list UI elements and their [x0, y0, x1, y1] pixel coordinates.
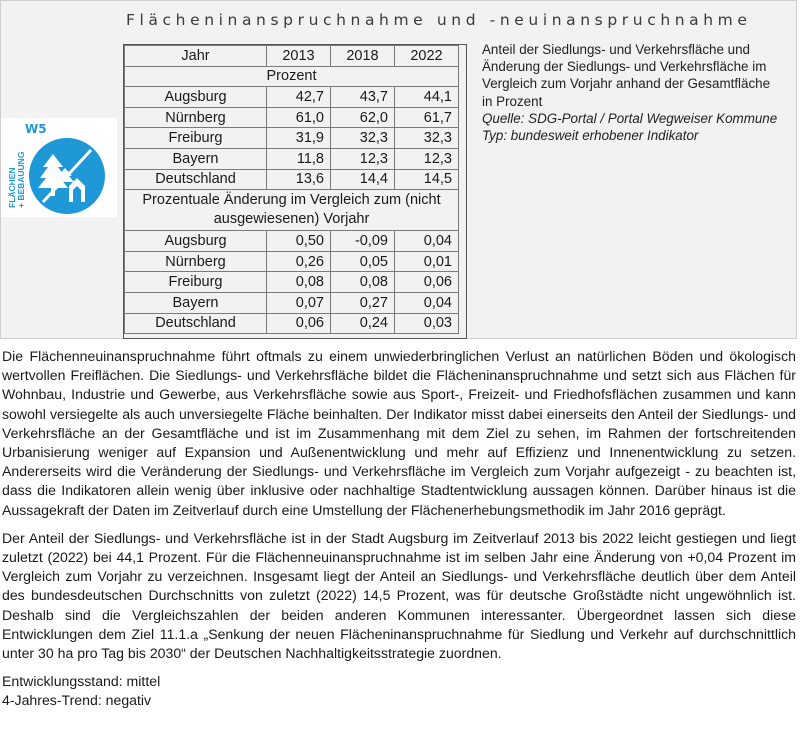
row-name: Deutschland — [125, 313, 267, 334]
row-name: Augsburg — [125, 87, 267, 108]
cell-value: 32,3 — [331, 128, 395, 149]
table-row — [125, 169, 459, 190]
cell-value: 0,06 — [395, 272, 459, 293]
cell-value: 0,04 — [395, 231, 459, 252]
cell-value: 62,0 — [331, 107, 395, 128]
table-row — [125, 107, 459, 128]
cell-value: 61,7 — [395, 107, 459, 128]
page-title: Flächeninanspruchnahme und -neuinanspruchnahme — [126, 11, 752, 29]
cell-value: 0,04 — [395, 292, 459, 313]
cell-value: 0,06 — [267, 313, 331, 334]
row-name: Nürnberg — [125, 107, 267, 128]
row-name: Deutschland — [125, 169, 267, 190]
indicator-panel — [0, 0, 797, 339]
section-label-prozent: Prozent — [125, 66, 459, 87]
cell-value: 32,3 — [395, 128, 459, 149]
cell-value: 13,6 — [267, 169, 331, 190]
cell-value: 0,50 — [267, 231, 331, 252]
cell-value: 12,3 — [395, 148, 459, 169]
indicator-category-label — [7, 133, 27, 209]
table-row — [125, 313, 459, 334]
cell-value: 14,5 — [395, 169, 459, 190]
svg-text:+ BEBAUUNG: + BEBAUUNG — [16, 151, 26, 208]
table-row — [125, 128, 459, 149]
row-name: Nürnberg — [125, 251, 267, 272]
table-row — [125, 251, 459, 272]
source-text: Quelle: SDG-Portal / Portal Wegweiser Kommune — [482, 110, 778, 126]
cell-value: 14,4 — [331, 169, 395, 190]
cell-value: 31,9 — [267, 128, 331, 149]
section-label-row — [125, 190, 459, 231]
cell-value: 0,08 — [267, 272, 331, 293]
section-label-line: Prozentuale Änderung im Vergleich zum (nicht — [142, 192, 441, 209]
table-row — [125, 272, 459, 293]
cell-value: 0,08 — [331, 272, 395, 293]
cell-value: 0,27 — [331, 292, 395, 313]
header-year: 2022 — [395, 46, 459, 67]
table-header-row — [125, 46, 459, 67]
cell-value: 42,7 — [267, 87, 331, 108]
cell-value: 43,7 — [331, 87, 395, 108]
header-jahr: Jahr — [125, 46, 267, 67]
cell-value: 44,1 — [395, 87, 459, 108]
table-row — [125, 87, 459, 108]
body-text — [2, 347, 796, 711]
row-name: Augsburg — [125, 231, 267, 252]
section-label-line: ausgewiesenen) Vorjahr — [213, 211, 370, 228]
cell-value: 0,03 — [395, 313, 459, 334]
type-text: Typ: bundesweit erhobener Indikator — [482, 128, 699, 144]
cell-value: 61,0 — [267, 107, 331, 128]
indicator-code: W5 — [25, 122, 47, 136]
development-status: Entwicklungsstand: mittel — [2, 673, 161, 690]
indicator-description — [482, 41, 782, 144]
trend-status: 4-Jahres-Trend: negativ — [2, 692, 152, 709]
data-table — [124, 45, 459, 334]
description-text: Anteil der Siedlungs- und Verkehrsfläche und Änderung der Siedlungs- und Verkehrsfläche im Vergleich zum Vorjahr anhand der Gesamtfläche in Prozent — [482, 42, 771, 109]
table-row — [125, 148, 459, 169]
table-row — [125, 292, 459, 313]
row-name: Bayern — [125, 148, 267, 169]
section-label-row — [125, 66, 459, 87]
indicator-icon-block — [1, 118, 117, 217]
cell-value: 0,01 — [395, 251, 459, 272]
row-name: Freiburg — [125, 128, 267, 149]
header-year: 2018 — [331, 46, 395, 67]
paragraph: Der Anteil der Siedlungs- und Verkehrsfläche ist in der Stadt Augsburg im Zeitverlauf 2013 bis 2022 leicht gestiegen und liegt zuletzt (2022) bei 44,1 Prozent. Für die Flächenneuinanspruchnahme ist im selben Jahr eine Änderung von +0,04 Prozent im Vergleich zum Vorjahr zu verzeichnen. Insgesamt liegt der Anteil an Siedlungs- und Verkehrsfläche deutlich über dem Anteil des bundesdeutschen Durchschnitts von zuletzt (2022) 14,5 Prozent, was für deutsche Großstädte nicht ungewöhnlich ist. Deshalb sind die Vergleichszahlen der beiden anderen Kommunen interessanter. Übergeordnet lassen sich diese Entwicklungen dem Ziel 11.1.a „Senkung der neuen Flächeninanspruchnahme für Siedlung und Verkehr auf durchschnittlich unter 30 ha pro Tag bis 2030“ der Deutschen Nachhaltigkeitsstrategie zuordnen. — [2, 529, 796, 662]
row-name: Bayern — [125, 292, 267, 313]
row-name: Freiburg — [125, 272, 267, 293]
cell-value: -0,09 — [331, 231, 395, 252]
cell-value: 0,07 — [267, 292, 331, 313]
cell-value: 0,05 — [331, 251, 395, 272]
cell-value: 0,26 — [267, 251, 331, 272]
header-year: 2013 — [267, 46, 331, 67]
svg-text:FLÄCHEN: FLÄCHEN — [7, 167, 17, 208]
cell-value: 0,24 — [331, 313, 395, 334]
cell-value: 12,3 — [331, 148, 395, 169]
paragraph: Die Flächenneuinanspruchnahme führt oftmals zu einem unwiederbringlichen Verlust an natürlichen Böden und ökologisch wertvollen Freiflächen. Die Siedlungs- und Verkehrsfläche bildet die Flächeninanspruchnahme und setzt sich aus Flächen für Wohnbau, Industrie und Gewerbe, aus Verkehrsfläche sowie aus Sport-, Freizeit- und Friedhofsflächen zusammen und kann sowohl versiegelte als auch unversiegelte Fläche beinhalten. Der Indikator misst dabei einerseits den Anteil der Siedlungs- und Verkehrsfläche an der Gesamtfläche und ist im Zusammenhang mit dem Ziel zu sehen, im Rahmen der fortschreitenden Urbanisierung weniger auf Expansion und Außenentwicklung und mehr auf Effizienz und Innenentwicklung zu setzen. Andererseits wird die Veränderung der Siedlungs- und Verkehrsfläche im Vergleich zum Vorjahr aufgezeigt - zu beachten ist, dass die Indikatoren allein wenig über inklusive oder nachhaltige Stadtentwicklung aussagen können. Darüber hinaus ist die Aussagekraft der Daten im Zeitverlauf durch eine Umstellung der Flächenerhebungsmethodik im Jahr 2016 geprägt. — [2, 348, 796, 518]
section-label-aenderung — [125, 190, 459, 231]
cell-value: 11,8 — [267, 148, 331, 169]
flaechen-bebauung-icon — [27, 136, 107, 216]
table-row — [125, 231, 459, 252]
